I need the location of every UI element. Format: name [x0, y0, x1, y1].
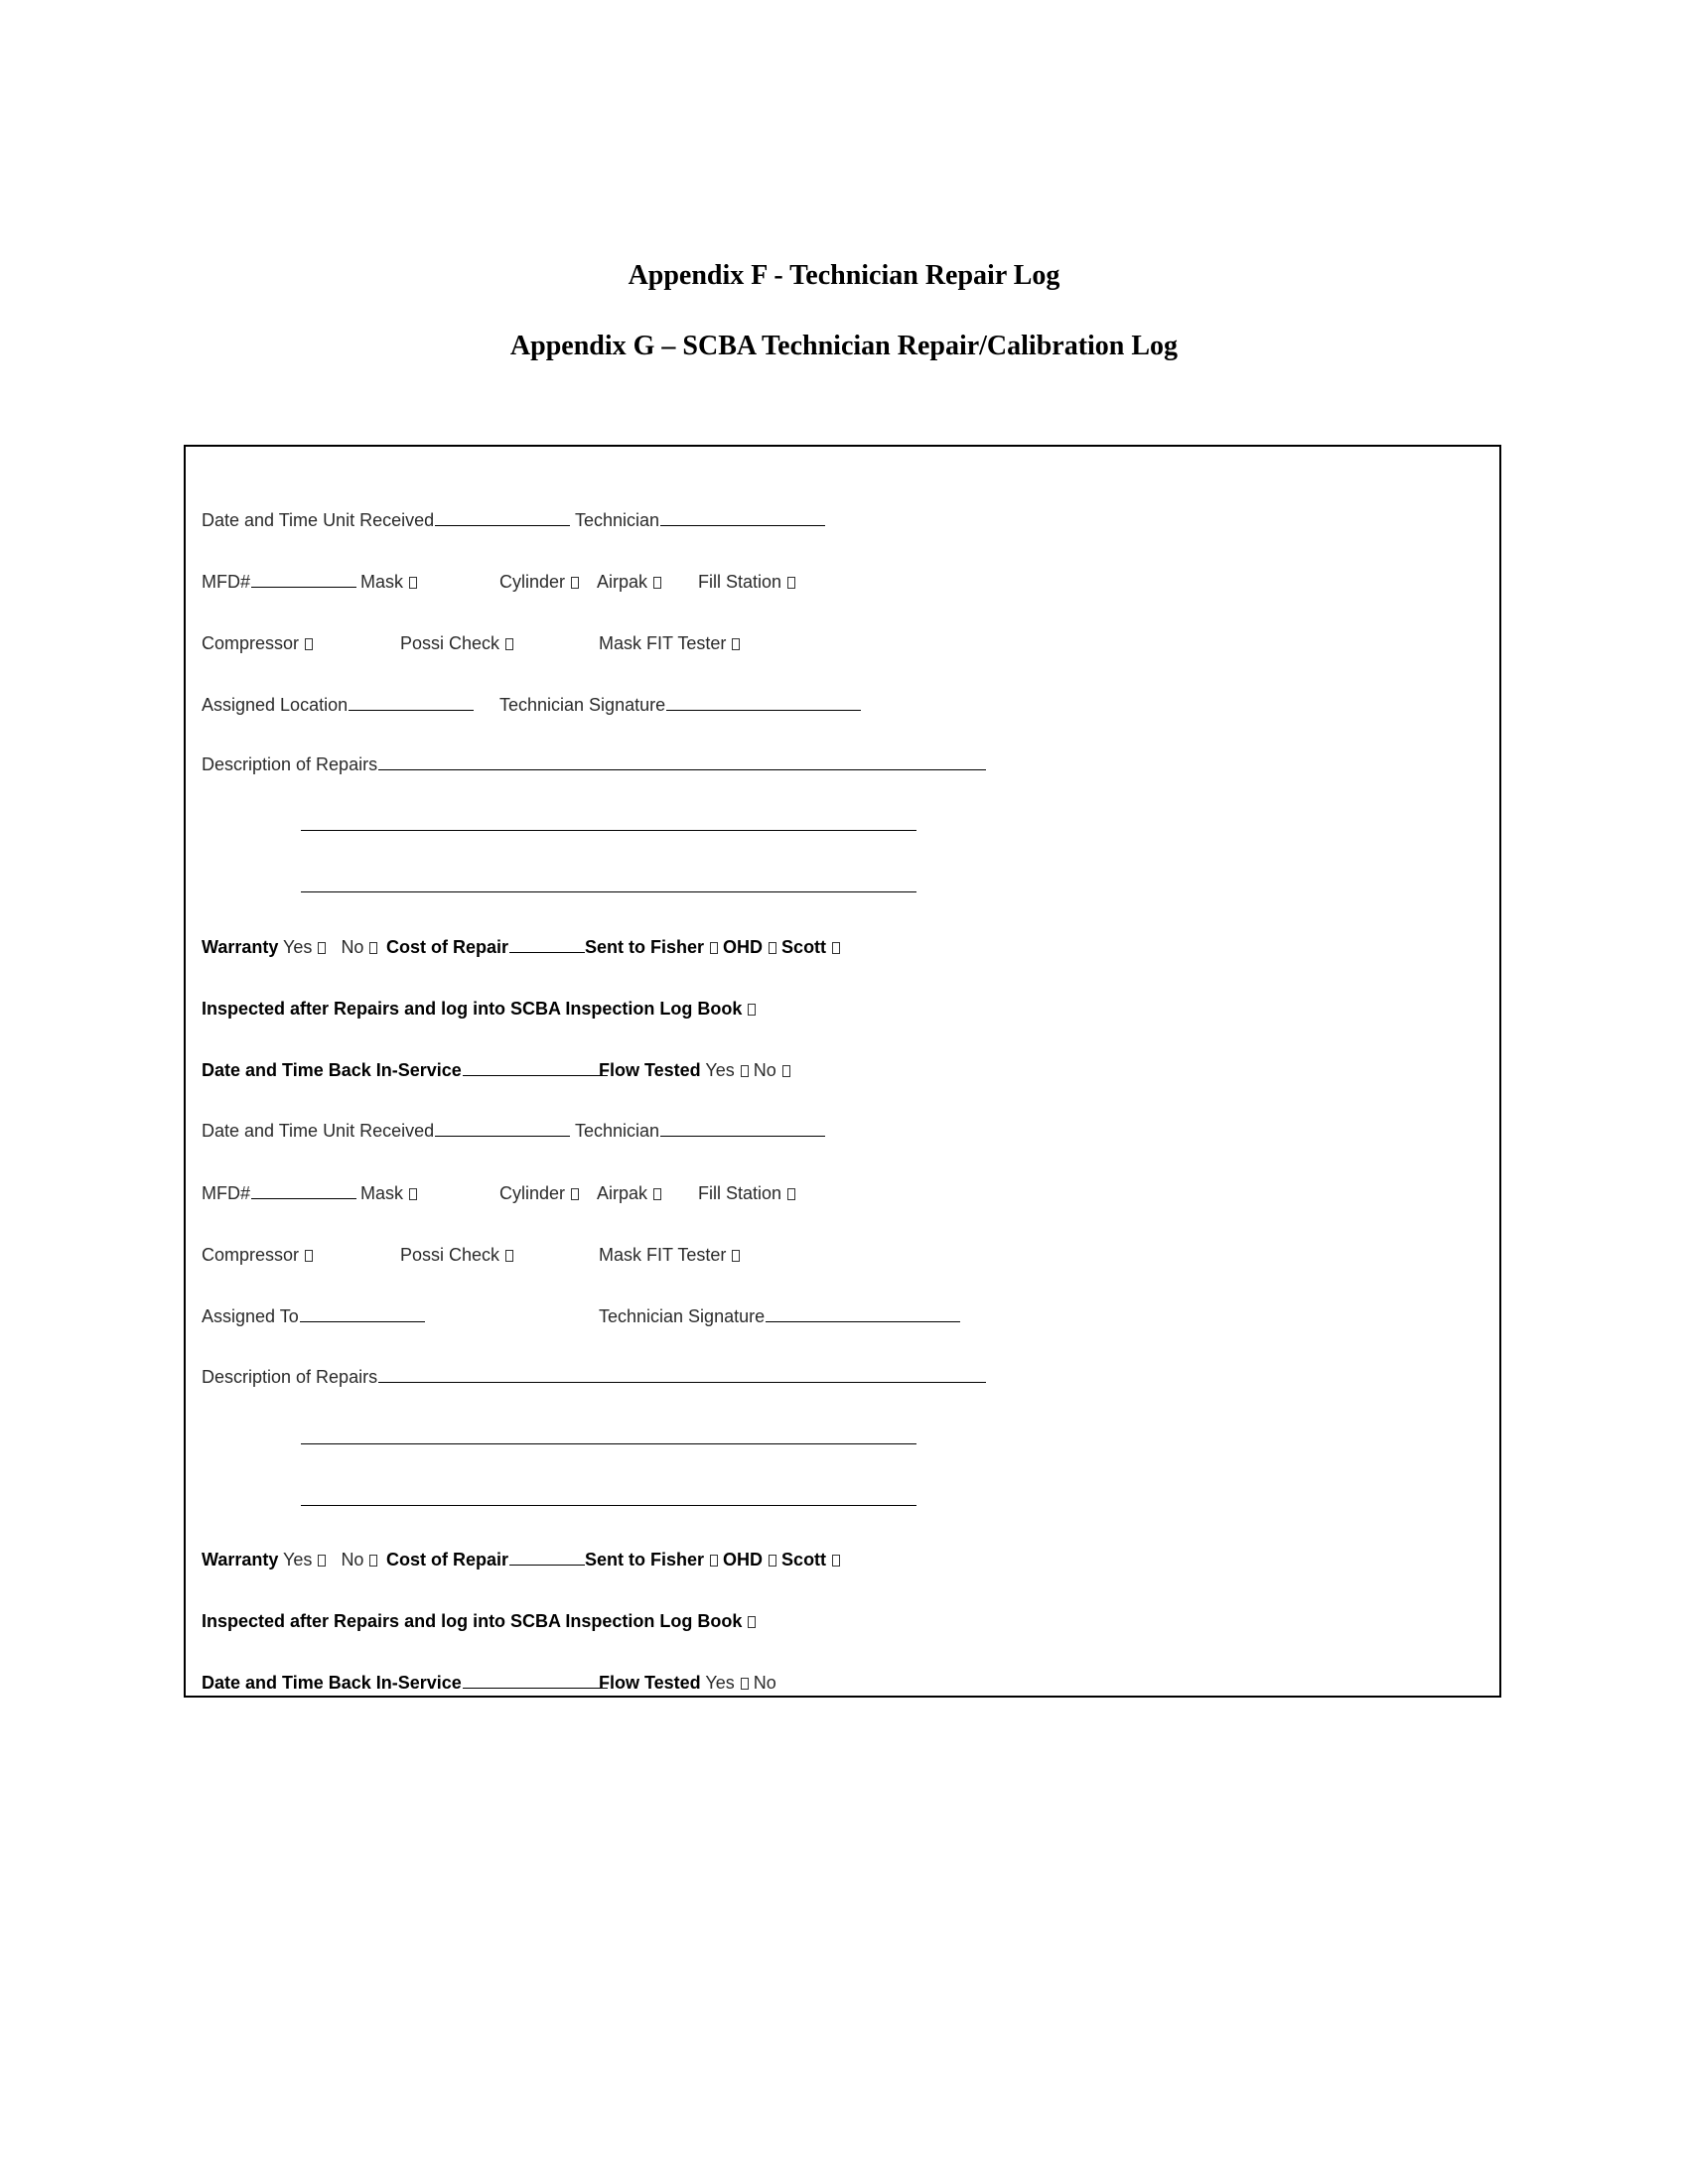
no-label: No [341, 937, 364, 957]
cost-label: Cost of Repair [386, 1550, 509, 1570]
description-label: Description of Repairs [202, 1367, 378, 1387]
scott-label: Scott [781, 937, 827, 957]
date-received-label: Date and Time Unit Received [202, 1121, 435, 1141]
checkbox-icon [741, 1678, 749, 1690]
ohd-label: OHD [723, 1550, 764, 1570]
entry1-date-received-field[interactable] [202, 508, 570, 532]
entry2-compressor-checkbox[interactable] [202, 1243, 313, 1267]
possi-check-label: Possi Check [400, 1245, 500, 1265]
checkbox-icon [732, 638, 740, 650]
entry1-assigned-location-field[interactable] [202, 693, 474, 717]
mfd-label: MFD# [202, 1183, 250, 1203]
airpak-label: Airpak [597, 1183, 648, 1203]
entry2-technician-field[interactable] [575, 1119, 825, 1143]
entry1-back-in-service-field[interactable] [202, 1058, 608, 1082]
entry2-warranty-yes-checkbox[interactable] [283, 1550, 326, 1570]
compressor-label: Compressor [202, 633, 300, 653]
cylinder-label: Cylinder [499, 1183, 566, 1203]
scott-label: Scott [781, 1550, 827, 1570]
entry1-compressor-checkbox[interactable] [202, 631, 313, 655]
date-received-label: Date and Time Unit Received [202, 510, 435, 530]
entry1-scott-checkbox[interactable] [781, 937, 840, 957]
entry1-warranty-yes-checkbox[interactable] [283, 937, 326, 957]
technician-signature-label: Technician Signature [599, 1306, 766, 1326]
checkbox-icon [710, 1555, 718, 1567]
no-label: No [753, 1673, 776, 1693]
checkbox-icon [369, 942, 377, 954]
entry1-mfd-field[interactable] [202, 570, 356, 594]
entry2-cylinder-checkbox[interactable] [499, 1181, 579, 1205]
entry2-flow-tested-field [599, 1671, 776, 1695]
yes-label: Yes [705, 1673, 735, 1693]
entry1-warranty-no-checkbox[interactable] [341, 937, 377, 957]
assigned-label: Assigned Location [202, 695, 349, 715]
checkbox-icon [369, 1555, 377, 1567]
checkbox-icon [787, 1188, 795, 1200]
repair-log-form [184, 445, 1501, 1698]
fill-station-label: Fill Station [698, 572, 782, 592]
checkbox-icon [769, 942, 776, 954]
entry2-technician-signature-field[interactable] [599, 1304, 960, 1328]
entry2-warranty-field [202, 1548, 377, 1571]
yes-label: Yes [283, 937, 313, 957]
entry1-mask-fit-tester-checkbox[interactable] [599, 631, 740, 655]
inspected-label: Inspected after Repairs and log into SCBA Inspection Log Book [202, 1611, 743, 1631]
entry2-back-in-service-field[interactable] [202, 1671, 608, 1695]
entry1-cost-field[interactable] [386, 935, 585, 959]
entry1-sent-to-fisher-checkbox[interactable] [585, 937, 718, 957]
entry2-fill-station-checkbox[interactable] [698, 1181, 795, 1205]
entry2-mask-checkbox[interactable] [360, 1181, 417, 1205]
checkbox-icon [782, 1065, 790, 1077]
cost-label: Cost of Repair [386, 937, 509, 957]
entry2-description-line-3[interactable] [301, 1505, 916, 1506]
entry1-ohd-checkbox[interactable] [723, 937, 776, 957]
entry2-flow-yes-checkbox[interactable] [705, 1673, 748, 1693]
entry2-description-line-2[interactable] [301, 1443, 916, 1444]
description-label: Description of Repairs [202, 754, 378, 774]
entry2-description-field[interactable] [202, 1365, 986, 1389]
checkbox-icon [571, 1188, 579, 1200]
back-in-service-label: Date and Time Back In-Service [202, 1060, 462, 1080]
warranty-label: Warranty [202, 937, 279, 957]
no-label: No [341, 1550, 364, 1570]
flow-tested-label: Flow Tested [599, 1060, 701, 1080]
ohd-label: OHD [723, 937, 764, 957]
fill-station-label: Fill Station [698, 1183, 782, 1203]
entry2-airpak-checkbox[interactable] [597, 1181, 661, 1205]
no-label: No [753, 1060, 776, 1080]
checkbox-icon [832, 1555, 840, 1567]
entry2-scott-checkbox[interactable] [781, 1550, 840, 1570]
entry2-sent-to-row [585, 1548, 840, 1571]
mask-fit-tester-label: Mask FIT Tester [599, 1245, 727, 1265]
sent-to-fisher-label: Sent to Fisher [585, 937, 705, 957]
entry2-sent-to-fisher-checkbox[interactable] [585, 1550, 718, 1570]
technician-signature-label: Technician Signature [499, 695, 666, 715]
checkbox-icon [318, 942, 326, 954]
entry1-description-line-2[interactable] [301, 830, 916, 831]
mfd-label: MFD# [202, 572, 250, 592]
entry2-warranty-no-checkbox[interactable] [341, 1550, 377, 1570]
entry2-assigned-to-field[interactable] [202, 1304, 425, 1328]
appendix-g-heading: Appendix G – SCBA Technician Repair/Calibration Log [509, 331, 1179, 361]
appendix-f-heading: Appendix F - Technician Repair Log [628, 260, 1060, 291]
entry1-flow-tested-field [599, 1058, 790, 1082]
entry1-description-field[interactable] [202, 752, 986, 776]
checkbox-icon [505, 638, 513, 650]
technician-label: Technician [575, 1121, 660, 1141]
checkbox-icon [787, 577, 795, 589]
compressor-label: Compressor [202, 1245, 300, 1265]
technician-label: Technician [575, 510, 660, 530]
checkbox-icon [832, 942, 840, 954]
entry1-flow-yes-checkbox[interactable] [705, 1060, 748, 1080]
checkbox-icon [318, 1555, 326, 1567]
back-in-service-label: Date and Time Back In-Service [202, 1673, 462, 1693]
entry2-date-received-field[interactable] [202, 1119, 570, 1143]
sent-to-fisher-label: Sent to Fisher [585, 1550, 705, 1570]
warranty-label: Warranty [202, 1550, 279, 1570]
inspected-label: Inspected after Repairs and log into SCBA Inspection Log Book [202, 999, 743, 1019]
cylinder-label: Cylinder [499, 572, 566, 592]
entry2-ohd-checkbox[interactable] [723, 1550, 776, 1570]
flow-tested-label: Flow Tested [599, 1673, 701, 1693]
entry1-technician-signature-field[interactable] [499, 693, 861, 717]
entry2-mfd-field[interactable] [202, 1181, 356, 1205]
entry1-airpak-checkbox[interactable] [597, 570, 661, 594]
checkbox-icon [305, 638, 313, 650]
mask-label: Mask [360, 572, 404, 592]
checkbox-icon [748, 1616, 756, 1628]
yes-label: Yes [705, 1060, 735, 1080]
entry1-mask-checkbox[interactable] [360, 570, 417, 594]
assigned-label: Assigned To [202, 1306, 299, 1326]
mask-fit-tester-label: Mask FIT Tester [599, 633, 727, 653]
mask-label: Mask [360, 1183, 404, 1203]
airpak-label: Airpak [597, 572, 648, 592]
entry2-possi-check-checkbox[interactable] [400, 1243, 513, 1267]
checkbox-icon [653, 577, 661, 589]
possi-check-label: Possi Check [400, 633, 500, 653]
entry1-fill-station-checkbox[interactable] [698, 570, 795, 594]
entry1-technician-field[interactable] [575, 508, 825, 532]
checkbox-icon [769, 1555, 776, 1567]
checkbox-icon [710, 942, 718, 954]
entry2-cost-field[interactable] [386, 1548, 585, 1571]
entry2-inspected-checkbox[interactable] [202, 1609, 756, 1633]
checkbox-icon [409, 577, 417, 589]
entry1-description-line-3[interactable] [301, 891, 916, 892]
entry2-flow-no-option[interactable] [754, 1673, 776, 1693]
entry1-cylinder-checkbox[interactable] [499, 570, 579, 594]
entry1-possi-check-checkbox[interactable] [400, 631, 513, 655]
checkbox-icon [571, 577, 579, 589]
checkbox-icon [741, 1065, 749, 1077]
yes-label: Yes [283, 1550, 313, 1570]
entry2-mask-fit-tester-checkbox[interactable] [599, 1243, 740, 1267]
entry1-inspected-checkbox[interactable] [202, 997, 756, 1021]
checkbox-icon [748, 1004, 756, 1016]
checkbox-icon [305, 1250, 313, 1262]
entry1-sent-to-row [585, 935, 840, 959]
checkbox-icon [732, 1250, 740, 1262]
entry1-flow-no-checkbox[interactable] [754, 1060, 790, 1080]
checkbox-icon [505, 1250, 513, 1262]
entry1-warranty-field [202, 935, 377, 959]
checkbox-icon [409, 1188, 417, 1200]
checkbox-icon [653, 1188, 661, 1200]
